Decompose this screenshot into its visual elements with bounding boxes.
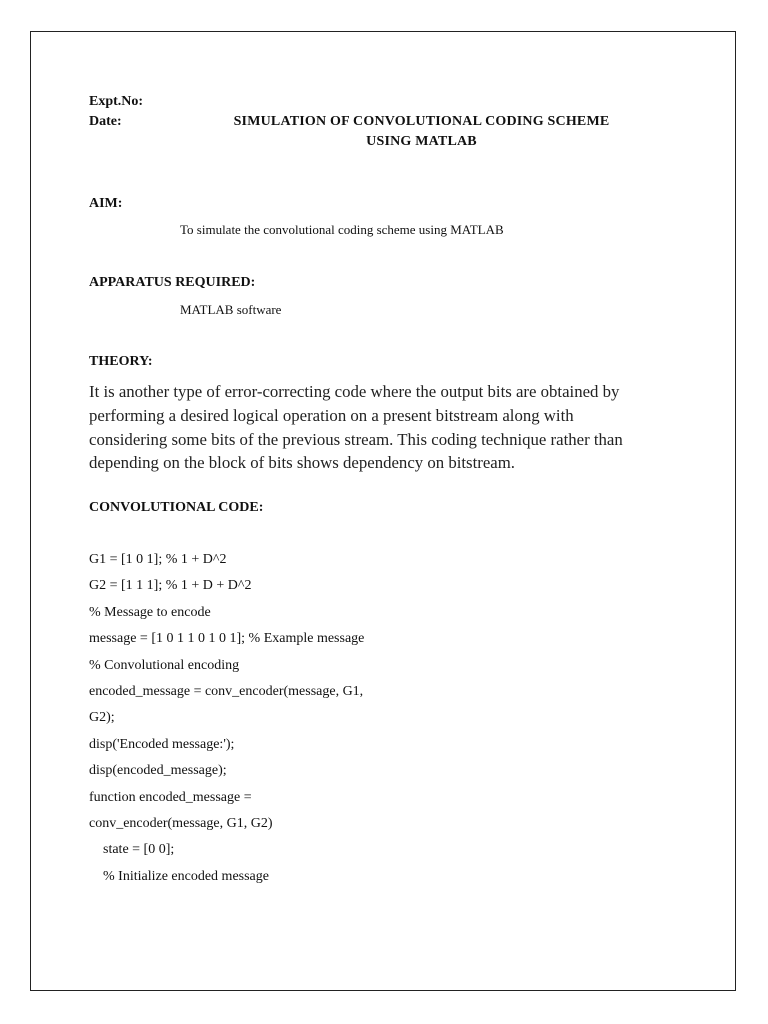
document-title-line-1: SIMULATION OF CONVOLUTIONAL CODING SCHEME — [233, 114, 610, 129]
code-line: conv_encoder(message, G1, G2) — [89, 815, 273, 831]
apparatus-text: MATLAB software — [180, 302, 282, 317]
date-label: Date: — [89, 114, 122, 129]
theory-line: considering some bits of the previous stream. This coding technique rather than — [89, 429, 623, 449]
code-line: G2); — [89, 710, 115, 726]
code-line: % Message to encode — [89, 604, 211, 620]
theory-line: performing a desired logical operation on a present bitstream along with — [89, 405, 574, 425]
code-line: G1 = [1 0 1]; % 1 + D^2 — [89, 552, 227, 567]
code-heading: CONVOLUTIONAL CODE: — [89, 500, 264, 515]
expt-no-label: Expt.No: — [89, 94, 144, 109]
theory-paragraph — [89, 380, 679, 475]
document-title-line-2: USING MATLAB — [366, 134, 477, 149]
code-line: state = [0 0]; — [89, 842, 175, 858]
aim-heading: AIM: — [89, 196, 123, 211]
code-line: message = [1 0 1 1 0 1 0 1]; % Example message — [89, 631, 365, 647]
code-block — [89, 550, 364, 893]
code-line: disp(encoded_message); — [89, 763, 227, 779]
code-line: % Convolutional encoding — [89, 657, 240, 673]
code-line: disp('Encoded message:'); — [89, 736, 235, 752]
theory-heading: THEORY: — [89, 354, 153, 369]
code-line: G2 = [1 1 1]; % 1 + D + D^2 — [89, 578, 252, 594]
code-line: function encoded_message = — [89, 789, 252, 805]
apparatus-heading: APPARATUS REQUIRED: — [89, 275, 256, 290]
code-line: % Initialize encoded message — [89, 868, 269, 884]
aim-text: To simulate the convolutional coding scheme using MATLAB — [180, 222, 504, 237]
theory-line: depending on the block of bits shows dependency on bitstream. — [89, 453, 515, 473]
theory-line: It is another type of error-correcting code where the output bits are obtained by — [89, 382, 620, 401]
code-line: encoded_message = conv_encoder(message, G1, — [89, 683, 364, 699]
